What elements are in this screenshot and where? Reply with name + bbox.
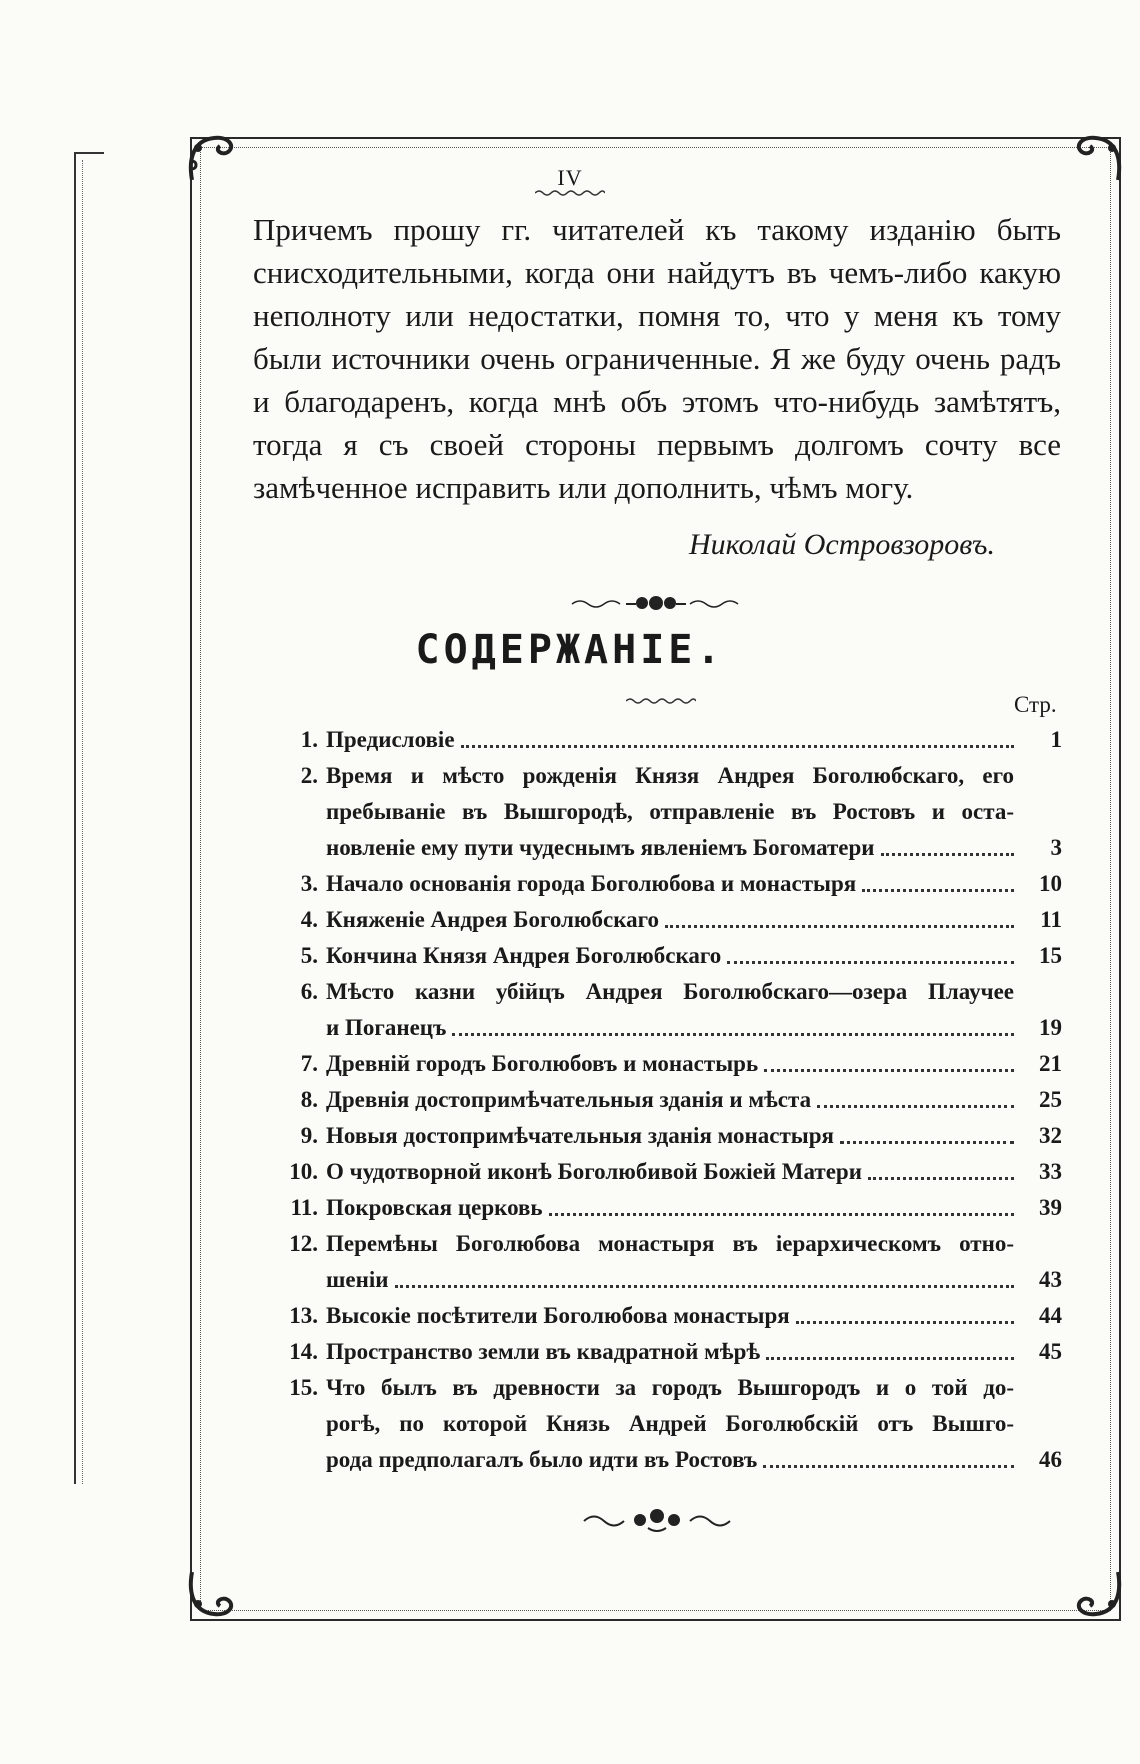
toc-entry-page: 15 bbox=[1039, 943, 1062, 968]
toc-entry-text-line: Что былъ въ древности за городъ Вышгородъ и о той до- bbox=[326, 1375, 1014, 1400]
page-column-label: Стр. bbox=[1014, 692, 1057, 717]
wavy-rule-contents bbox=[626, 697, 696, 705]
toc-entry-title: О чудотворной иконѣ Боголюбивой Божіей Матери bbox=[326, 1159, 862, 1184]
toc-entry-title: шеніи bbox=[326, 1267, 389, 1292]
toc-entry-page: 46 bbox=[1039, 1447, 1062, 1472]
toc-entry-number: 11. bbox=[290, 1195, 318, 1220]
toc-entry bbox=[262, 938, 1062, 974]
toc-entry bbox=[262, 974, 1062, 1046]
toc-entry bbox=[262, 1118, 1062, 1154]
toc-entry-text-line: Перемѣны Боголюбова монастыря въ іерархическомъ отно- bbox=[326, 1231, 1014, 1256]
toc-entry-page: 3 bbox=[1050, 835, 1062, 860]
toc-entry-title: Княженіе Андрея Боголюбскаго bbox=[326, 907, 659, 932]
adjacent-page-frame bbox=[74, 152, 104, 1484]
toc-entry-title: Кончина Князя Андрея Боголюбскаго bbox=[326, 943, 722, 968]
dot-leader bbox=[764, 1046, 1014, 1072]
dot-leader bbox=[549, 1190, 1014, 1216]
dot-leader bbox=[796, 1298, 1014, 1324]
toc-entry-page: 11 bbox=[1040, 907, 1062, 932]
dot-leader bbox=[727, 938, 1014, 964]
dot-leader bbox=[766, 1334, 1014, 1360]
dot-leader bbox=[461, 722, 1014, 748]
toc-entry-title: Пространство земли въ квадратной мѣрѣ bbox=[326, 1339, 761, 1364]
toc-entry bbox=[262, 1082, 1062, 1118]
toc-entry-number: 4. bbox=[300, 907, 318, 932]
toc-entry-page: 45 bbox=[1039, 1339, 1062, 1364]
toc-entry-page: 33 bbox=[1039, 1159, 1062, 1184]
toc-entry-title: новленіе ему пути чудеснымъ явленіемъ Богоматери bbox=[326, 835, 875, 860]
toc-entry-title: рода предполагалъ было идти въ Ростовъ bbox=[326, 1447, 758, 1472]
corner-ornament-bottom-right bbox=[1066, 1564, 1126, 1624]
dot-leader bbox=[862, 866, 1014, 892]
toc-entry-number: 9. bbox=[300, 1123, 318, 1148]
toc-entry-title: Новыя достопримѣчательныя зданія монастыря bbox=[326, 1123, 834, 1148]
toc-entry bbox=[262, 758, 1062, 866]
toc-entry-title: Древній городъ Боголюбовъ и монастырь bbox=[326, 1051, 759, 1076]
page-number: IV bbox=[557, 165, 583, 190]
contents-heading: СОДЕРЖАНІЕ. bbox=[415, 627, 725, 673]
toc-entry bbox=[262, 1226, 1062, 1298]
toc-entry-title: Предисловіе bbox=[326, 727, 455, 752]
toc-entry-number: 5. bbox=[300, 943, 318, 968]
toc-entry bbox=[262, 1154, 1062, 1190]
toc-entry bbox=[262, 1370, 1062, 1478]
toc-entry-page: 25 bbox=[1039, 1087, 1062, 1112]
toc-entry bbox=[262, 722, 1062, 758]
toc-entry bbox=[262, 1046, 1062, 1082]
toc-entry-page: 19 bbox=[1039, 1015, 1062, 1040]
toc-entry-number: 10. bbox=[289, 1159, 318, 1184]
toc-entry-title: и Поганецъ bbox=[326, 1015, 447, 1040]
toc-entry bbox=[262, 1298, 1062, 1334]
toc-entry-number: 15. bbox=[289, 1375, 318, 1400]
toc-entry-title: Покровская церковь bbox=[326, 1195, 543, 1220]
toc-entry-title: Древнія достопримѣчательныя зданія и мѣста bbox=[326, 1087, 812, 1112]
toc-entry-page: 32 bbox=[1039, 1123, 1062, 1148]
toc-entry bbox=[262, 866, 1062, 902]
dot-leader bbox=[817, 1082, 1014, 1108]
dot-leader bbox=[840, 1118, 1014, 1144]
toc-entry-page: 10 bbox=[1039, 871, 1062, 896]
toc-entry-number: 6. bbox=[300, 979, 318, 1004]
toc-entry-title: Начало основанія города Боголюбова и монастыря bbox=[326, 871, 857, 896]
toc-entry bbox=[262, 902, 1062, 938]
toc-entry-number: 2. bbox=[300, 763, 318, 788]
toc-entry-page: 44 bbox=[1039, 1303, 1062, 1328]
dot-leader bbox=[665, 902, 1014, 928]
toc-entry-number: 14. bbox=[289, 1339, 318, 1364]
toc-entry-text-line: пребываніе въ Вышгородѣ, отправленіе въ Ростовъ и оста- bbox=[326, 799, 1014, 824]
end-ornament bbox=[582, 1506, 732, 1536]
toc-entry-title: Высокіе посѣтители Боголюбова монастыря bbox=[326, 1303, 790, 1328]
toc-entry-number: 3. bbox=[300, 871, 318, 896]
toc-entry bbox=[262, 1190, 1062, 1226]
preface-paragraph: Причемъ прошу гг. читателей къ такому изданію быть снисходительными, когда они найдутъ въ чемъ-либо какую неполноту или недостатки, помня то, что у меня къ тому были источники очень ограниченные. Я же буду очень радъ и благодаренъ, когда мнѣ объ этомъ что-нибудь замѣтятъ, тогда я съ своей стороны первымъ долгомъ сочту все замѣченное исправить или дополнить, чѣмъ могу. bbox=[253, 212, 1061, 505]
toc-entry-number: 1. bbox=[300, 727, 318, 752]
toc-entry-page: 43 bbox=[1039, 1267, 1062, 1292]
dot-leader bbox=[763, 1442, 1014, 1468]
wavy-rule-top bbox=[535, 189, 605, 197]
toc-entry-number: 7. bbox=[300, 1051, 318, 1076]
toc-entry-number: 12. bbox=[289, 1231, 318, 1256]
toc-entry-number: 13. bbox=[289, 1303, 318, 1328]
toc-entry-text-line: рогѣ, по которой Князь Андрей Боголюбскій отъ Вышго- bbox=[326, 1411, 1014, 1436]
toc-entry-number: 8. bbox=[300, 1087, 318, 1112]
dot-leader bbox=[395, 1262, 1014, 1288]
toc-entry-page: 1 bbox=[1050, 727, 1062, 752]
toc-entry bbox=[262, 1334, 1062, 1370]
toc-entry-text-line: Мѣсто казни убійцъ Андрея Боголюбскаго—озера Плаучее bbox=[326, 979, 1014, 1004]
dot-leader bbox=[868, 1154, 1014, 1180]
toc-entry-page: 39 bbox=[1039, 1195, 1062, 1220]
table-of-contents bbox=[262, 722, 1062, 1478]
dot-leader bbox=[881, 830, 1014, 856]
dot-leader bbox=[452, 1010, 1014, 1036]
divider-ornament bbox=[570, 592, 740, 614]
author-signature: Николай Островзоровъ. bbox=[688, 528, 995, 561]
toc-entry-page: 21 bbox=[1039, 1051, 1062, 1076]
toc-entry-text-line: Время и мѣсто рожденія Князя Андрея Боголюбскаго, его bbox=[326, 763, 1014, 788]
corner-ornament-bottom-left bbox=[184, 1564, 244, 1624]
